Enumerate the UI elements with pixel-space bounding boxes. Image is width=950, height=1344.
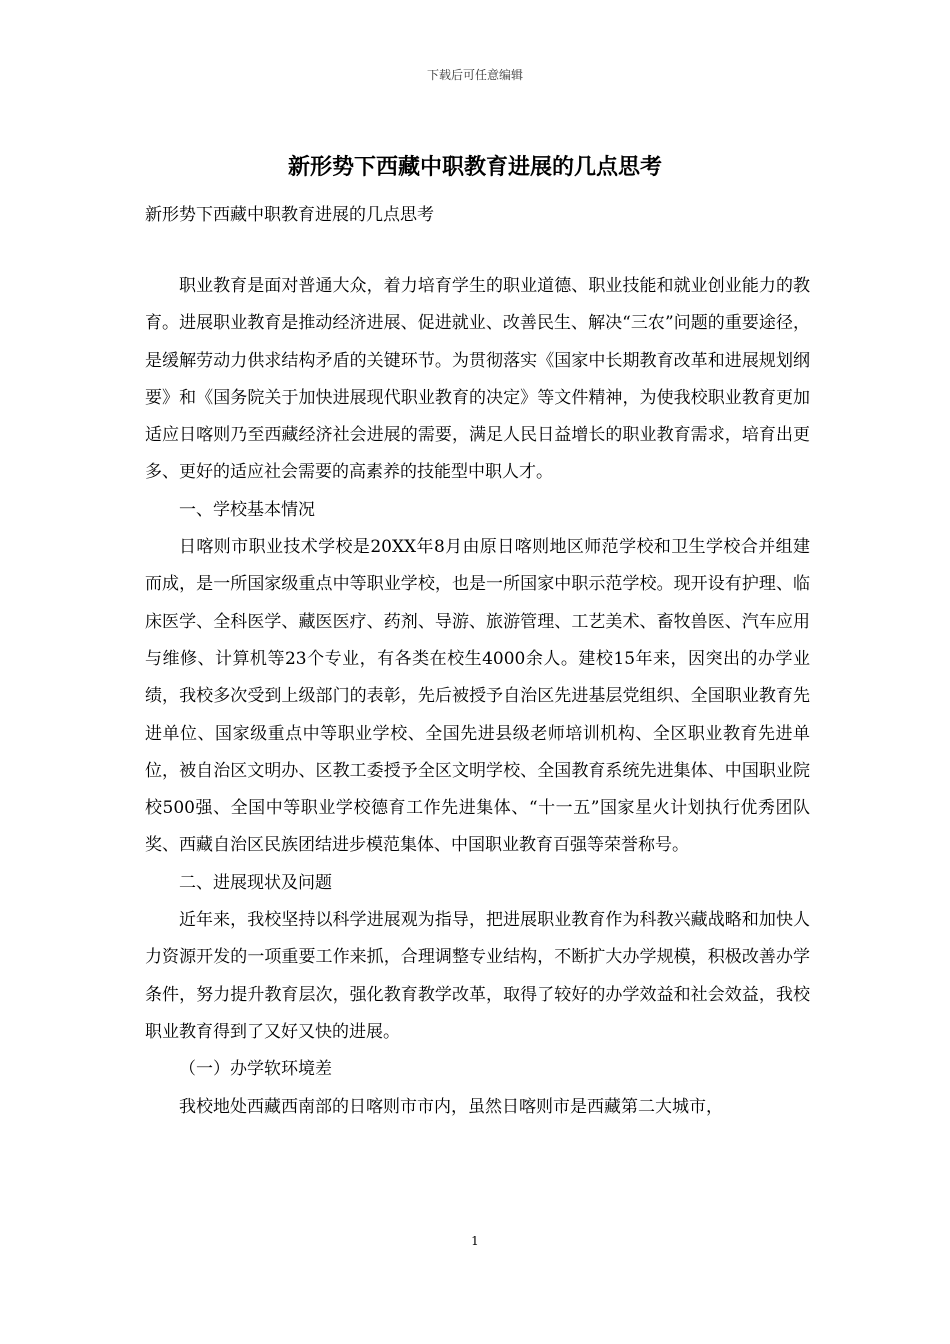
subsection-heading-environment: （一）办学软环境差 (179, 1059, 332, 1080)
paragraph-status: 近年来，我校坚持以科学进展观为指导，把进展职业教育作为科教兴藏战略和加快人力资源开发的一项重要工作来抓，合理调整专业结构，不断扩大办学规模，积极改善办学条件，努力提升教育层次，强化教育教学改革，取得了较好的办学效益和社会效益，我校职业教育得到了又好又快的进展。 (145, 910, 810, 1042)
document-subtitle: 新形势下西藏中职教育进展的几点思考 (145, 205, 434, 225)
page-number: 1 (471, 1234, 479, 1248)
paragraph-school-info: 日喀则市职业技术学校是20XX年8月由原日喀则地区师范学校和卫生学校合并组建而成，是一所国家级重点中等职业学校，也是一所国家中职示范学校。现开设有护理、临床医学、全科医学、藏医医疗、药剂、导游、旅游管理、工艺美术、畜牧兽医、汽车应用与维修、计算机等23个专业，有各类在校生4000余人。建校15年来，因突出的办学业绩，我校多次受到上级部门的表彰，先后被授予自治区先进基层党组织、全国职业教育先进单位、国家级重点中等职业学校、全国先进县级老师培训机构、全区职业教育先进单位，被自治区文明办、区教工委授予全区文明学校、全国教育系统先进集体、中国职业院校500强、全国中等职业学校德育工作先进集体、“十一五”国家星火计划执行优秀团队奖、西藏自治区民族团结进步模范集体、中国职业教育百强等荣誉称号。 (145, 537, 810, 856)
section-heading-school-info: 一、学校基本情况 (179, 499, 315, 520)
document-body (145, 268, 810, 1126)
paragraph-intro: 职业教育是面对普通大众，着力培育学生的职业道德、职业技能和就业创业能力的教育。进展职业教育是推动经济进展、促进就业、改善民生、解决“三农”问题的重要途径，是缓解劳动力供求结构矛盾的关键环节。为贯彻落实《国家中长期教育改革和进展规划纲要》和《国务院关于加快进展现代职业教育的决定》等文件精神，为使我校职业教育更加适应日喀则乃至西藏经济社会进展的需要，满足人民日益增长的职业教育需求，培育出更多、更好的适应社会需要的高素养的技能型中职人才。 (145, 276, 810, 483)
paragraph-environment: 我校地处西藏西南部的日喀则市市内，虽然日喀则市是西藏第二大城市， (179, 1096, 723, 1117)
header-note: 下载后可任意编辑 (426, 68, 523, 82)
document-title: 新形势下西藏中职教育进展的几点思考 (287, 154, 662, 180)
section-heading-status: 二、进展现状及问题 (179, 872, 332, 893)
